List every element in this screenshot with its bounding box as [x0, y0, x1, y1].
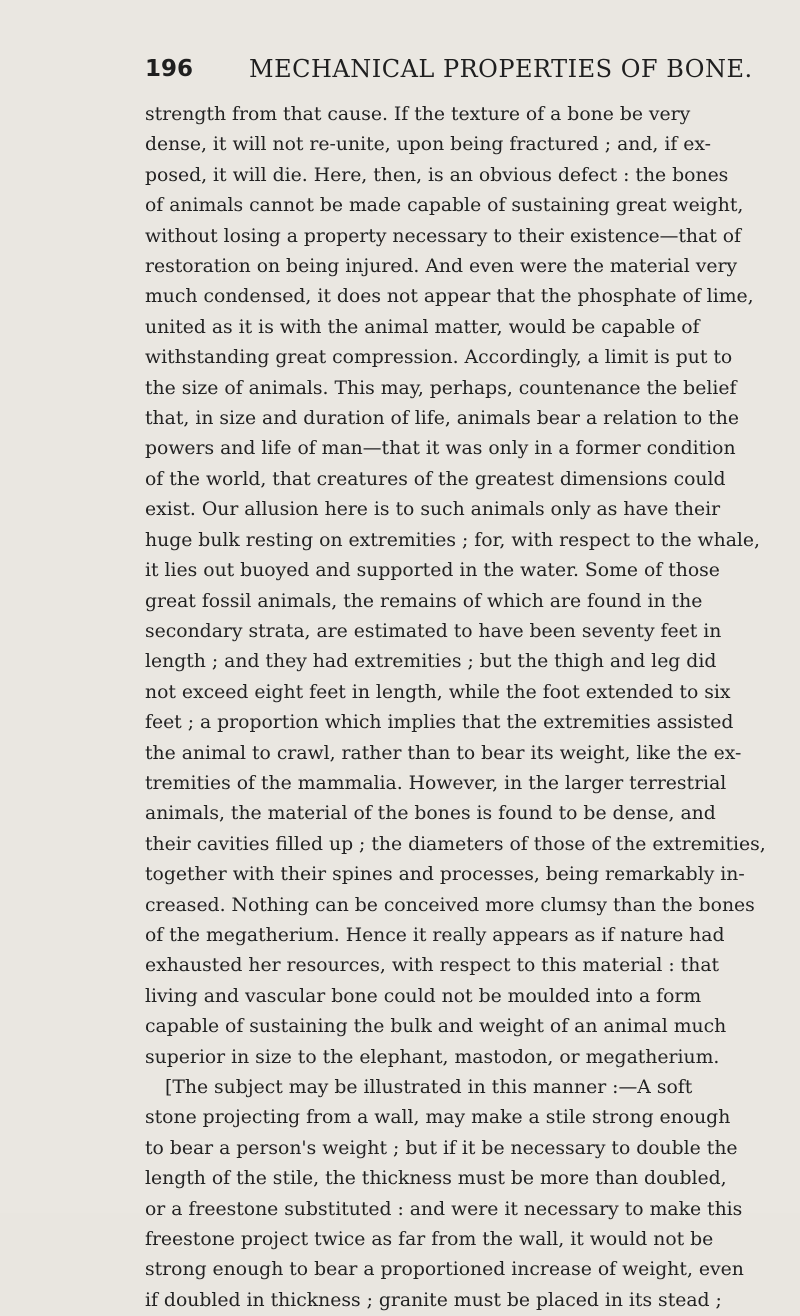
text-line: capable of sustaining the bulk and weight of an animal much — [145, 1016, 727, 1038]
text-line: the animal to crawl, rather than to bear its weight, like the ex- — [145, 742, 742, 764]
text-line: creased. Nothing can be conceived more clumsy than the bones — [145, 894, 755, 916]
text-line: not exceed eight feet in length, while the foot extended to six — [145, 681, 731, 703]
text-line: powers and life of man—that it was only in a former condition — [145, 438, 736, 460]
text-line: much condensed, it does not appear that the phosphate of lime, — [145, 286, 754, 308]
text-line: living and vascular bone could not be moulded into a form — [145, 985, 702, 1007]
text-line: animals, the material of the bones is found to be dense, and — [145, 803, 716, 825]
text-line: freestone project twice as far from the wall, it would not be — [145, 1229, 714, 1251]
text-line: that, in size and duration of life, animals bear a relation to the — [145, 408, 739, 430]
text-line: withstanding great compression. Accordingly, a limit is put to — [145, 347, 733, 369]
text-line: without losing a property necessary to their existence—that of — [145, 225, 741, 247]
text-line: of the world, that creatures of the greatest dimensions could — [145, 468, 726, 490]
text-line: restoration on being injured. And even were the material very — [145, 256, 738, 278]
page-number: 196 — [145, 56, 194, 82]
body-text — [145, 100, 766, 1316]
text-line: secondary strata, are estimated to have been seventy feet in — [145, 620, 722, 642]
text-line: of animals cannot be made capable of sustaining great weight, — [145, 195, 744, 217]
text-line: together with their spines and processes, being remarkably in- — [145, 864, 745, 886]
text-line: it lies out buoyed and supported in the water. Some of those — [145, 560, 720, 582]
text-line: length ; and they had extremities ; but the thigh and leg did — [145, 651, 717, 673]
running-header — [145, 54, 753, 84]
text-line: great fossil animals, the remains of which are found in the — [145, 590, 703, 612]
text-line: [The subject may be illustrated in this manner :—A soft — [165, 1077, 693, 1098]
text-line: superior in size to the elephant, mastodon, or megatherium. — [145, 1046, 720, 1068]
text-line: feet ; a proportion which implies that the extremities assisted — [145, 712, 734, 734]
text-line: their cavities filled up ; the diameters of those of the extremities, — [145, 833, 766, 855]
text-line: exist. Our allusion here is to such animals only as have their — [145, 499, 721, 521]
text-line: huge bulk resting on extremities ; for, with respect to the whale, — [145, 529, 760, 551]
text-line: exhausted her resources, with respect to this material : that — [145, 955, 720, 977]
text-line: united as it is with the animal matter, would be capable of — [145, 316, 700, 338]
text-line: the size of animals. This may, perhaps, countenance the belief — [145, 377, 737, 399]
text-line: to bear a person's weight ; but if it be necessary to double the — [145, 1137, 738, 1159]
text-line: of the megatherium. Hence it really appears as if nature had — [145, 924, 725, 946]
text-line: if doubled in thickness ; granite must be placed in its stead ; — [145, 1289, 722, 1311]
text-line: strength from that cause. If the texture of a bone be very — [145, 104, 691, 125]
text-line: posed, it will die. Here, then, is an obvious defect : the bones — [145, 164, 729, 186]
text-line: tremities of the mammalia. However, in the larger terrestrial — [145, 772, 727, 794]
page-title: MECHANICAL PROPERTIES OF BONE. — [249, 55, 753, 83]
text-line: stone projecting from a wall, may make a stile strong enough — [145, 1107, 731, 1129]
text-line: dense, it will not re-unite, upon being fractured ; and, if ex- — [145, 134, 711, 156]
text-line: or a freestone substituted : and were it necessary to make this — [145, 1198, 743, 1220]
text-line: length of the stile, the thickness must be more than doubled, — [145, 1168, 727, 1190]
text-line: strong enough to bear a proportioned increase of weight, even — [145, 1259, 744, 1281]
